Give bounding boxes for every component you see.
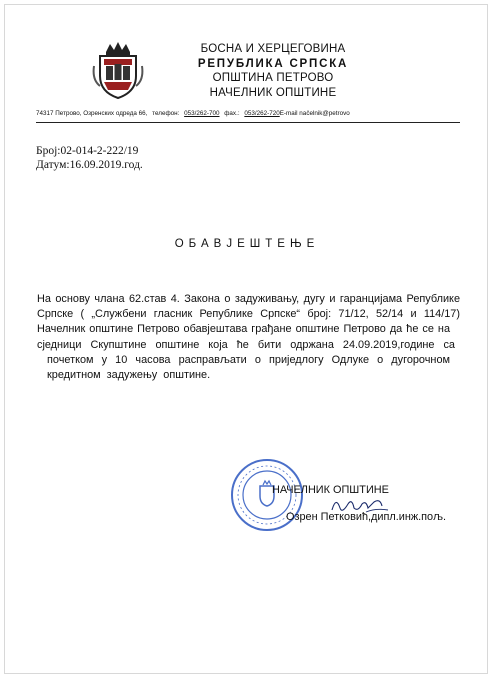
contact-fax-label: фах.: (224, 110, 240, 117)
body-line-3: Начелник општине Петрово обавјештава грађане општине Петрово да ће се на (37, 323, 450, 336)
body-paragraph (37, 292, 460, 383)
header-office: НАЧЕЛНИК ОПШТИНЕ (209, 86, 337, 99)
body-line-6: кредитном задужењу општине. (47, 369, 211, 382)
contact-email: E-mail načelnik@petrovo (279, 110, 350, 117)
reference-number: Број:02-014-2-222/19 (36, 145, 139, 157)
contact-line (36, 110, 466, 117)
header-divider (36, 122, 460, 123)
signatory-name: Озрен Петковић,дипл.инж.пољ. (286, 511, 446, 523)
signatory-title: НАЧЕЛНИК ОПШТИНЕ (272, 484, 389, 496)
header-republic: РЕПУБЛИКА СРПСКА (197, 57, 349, 70)
coat-of-arms-icon (92, 40, 144, 100)
contact-phone: 053/262-700 (184, 110, 220, 117)
document-title: ОБАВЈЕШТЕЊЕ (174, 238, 320, 250)
body-line-4: сједници Скупштине општине која ће бити одржана 24.09.2019,године са (37, 338, 455, 351)
reference-date: Датум:16.09.2019.год. (36, 159, 143, 171)
contact-address: 74317 Петрово, Озренских одреда 66, (36, 110, 148, 117)
contact-fax: 053/262-720 (244, 110, 280, 117)
body-line-2: Српске ( „Службени гласник Републике Српске“ број: 71/12, 52/14 и 114/17) (37, 308, 460, 321)
header-municipality: ОПШТИНА ПЕТРОВО (212, 72, 334, 84)
body-line-5: почетком у 10 часова расправљати о приједлогу Одлуке о дугорочном (47, 353, 450, 366)
body-line-1: На основу члана 62.став 4. Закона о задуживању, дугу и гаранцијама Републике (37, 293, 460, 305)
header-country: БОСНА И ХЕРЦЕГОВИНА (200, 43, 346, 55)
contact-phone-label: телефон: (152, 110, 180, 117)
letterhead (168, 42, 378, 100)
